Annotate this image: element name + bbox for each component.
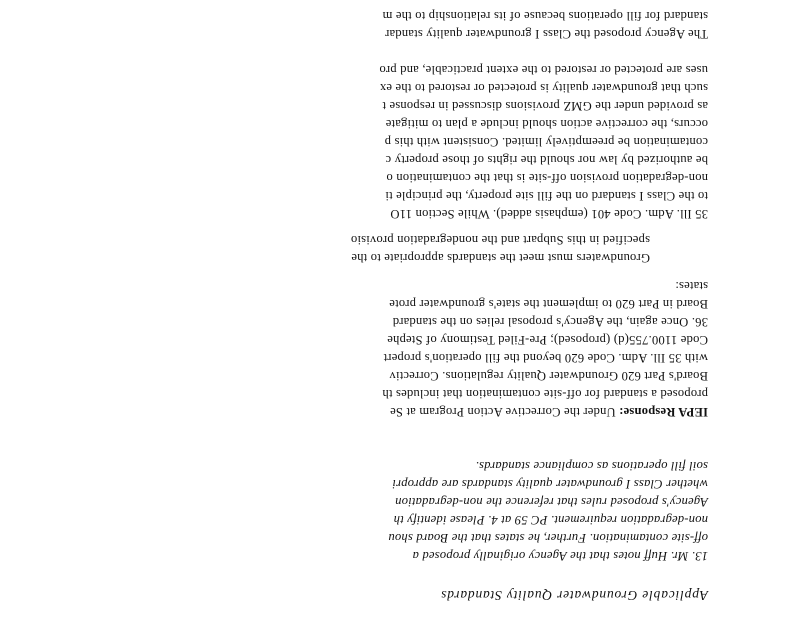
response-line: Board in Part 620 to implement the state's groundwater prote — [389, 297, 708, 311]
body-line: non-degradation provision off-site is that the contamination o — [386, 171, 708, 185]
comment-line: Agency's proposed rules that reference the non-degradation — [395, 495, 708, 509]
body-line: as provided under the GMZ provisions discussed in response t — [382, 99, 708, 113]
response-line: 36. Once again, the Agency's proposal relies on the standard — [392, 315, 708, 329]
comment-line: whether Class I groundwater quality standards are appropri — [392, 477, 708, 491]
body-line: occurs, the corrective action should include a plan to mitigate — [385, 117, 708, 131]
response-line: Under the Corrective Action Program at Se — [389, 405, 620, 419]
body-line: to the Class I standard on the fill site property, the principle ti — [385, 189, 708, 203]
body-line: standard for fill operations because of its relationship to the m — [382, 9, 708, 23]
response-line: with 35 Ill. Adm. Code 620 beyond the fill operation's propert — [383, 351, 708, 365]
comment-line: 13. Mr. Huff notes that the Agency originally proposed a — [412, 549, 708, 563]
body-line: uses are protected or restored to the extent practicable, and pro — [379, 63, 708, 77]
body-line: 35 Ill. Adm. Code 401 (emphasis added). While Section 11O — [390, 207, 708, 221]
body-line: be authorized by law nor should the rights of those property c — [385, 153, 708, 167]
body-line: such that groundwater quality is protected or restored to the ex — [379, 81, 708, 95]
response-first-line — [390, 405, 708, 418]
response-label: IEPA Response: — [619, 405, 708, 419]
quote-line: Groundwaters must meet the standards appropriate to the — [351, 251, 650, 265]
quote-line: specified in this Subpart and the nondegradation provisio — [350, 233, 650, 247]
comment-line: non-degradation requirement. PC 59 at 4. Please identify th — [393, 513, 708, 527]
response-line: Board's Part 620 Groundwater Quality regulations. Correctiv — [389, 369, 708, 383]
comment-line: soil fill operations as compliance standards. — [475, 459, 708, 473]
running-title: Applicable Groundwater Quality Standards — [440, 588, 708, 603]
comment-line: off-site contamination. Further, he states that the Board shou — [388, 531, 708, 545]
response-line: Code 1100.755(d) (proposed); Pre-Filed Testimony of Stephe — [387, 333, 708, 347]
response-line: states: — [675, 279, 708, 293]
body-line: contamination be preemptively limited. Consistent with this p — [384, 135, 708, 149]
body-line: The Agency proposed the Class I groundwater quality standar — [384, 27, 708, 41]
response-line: proposed a standard for off-site contamination that includes th — [382, 387, 708, 401]
